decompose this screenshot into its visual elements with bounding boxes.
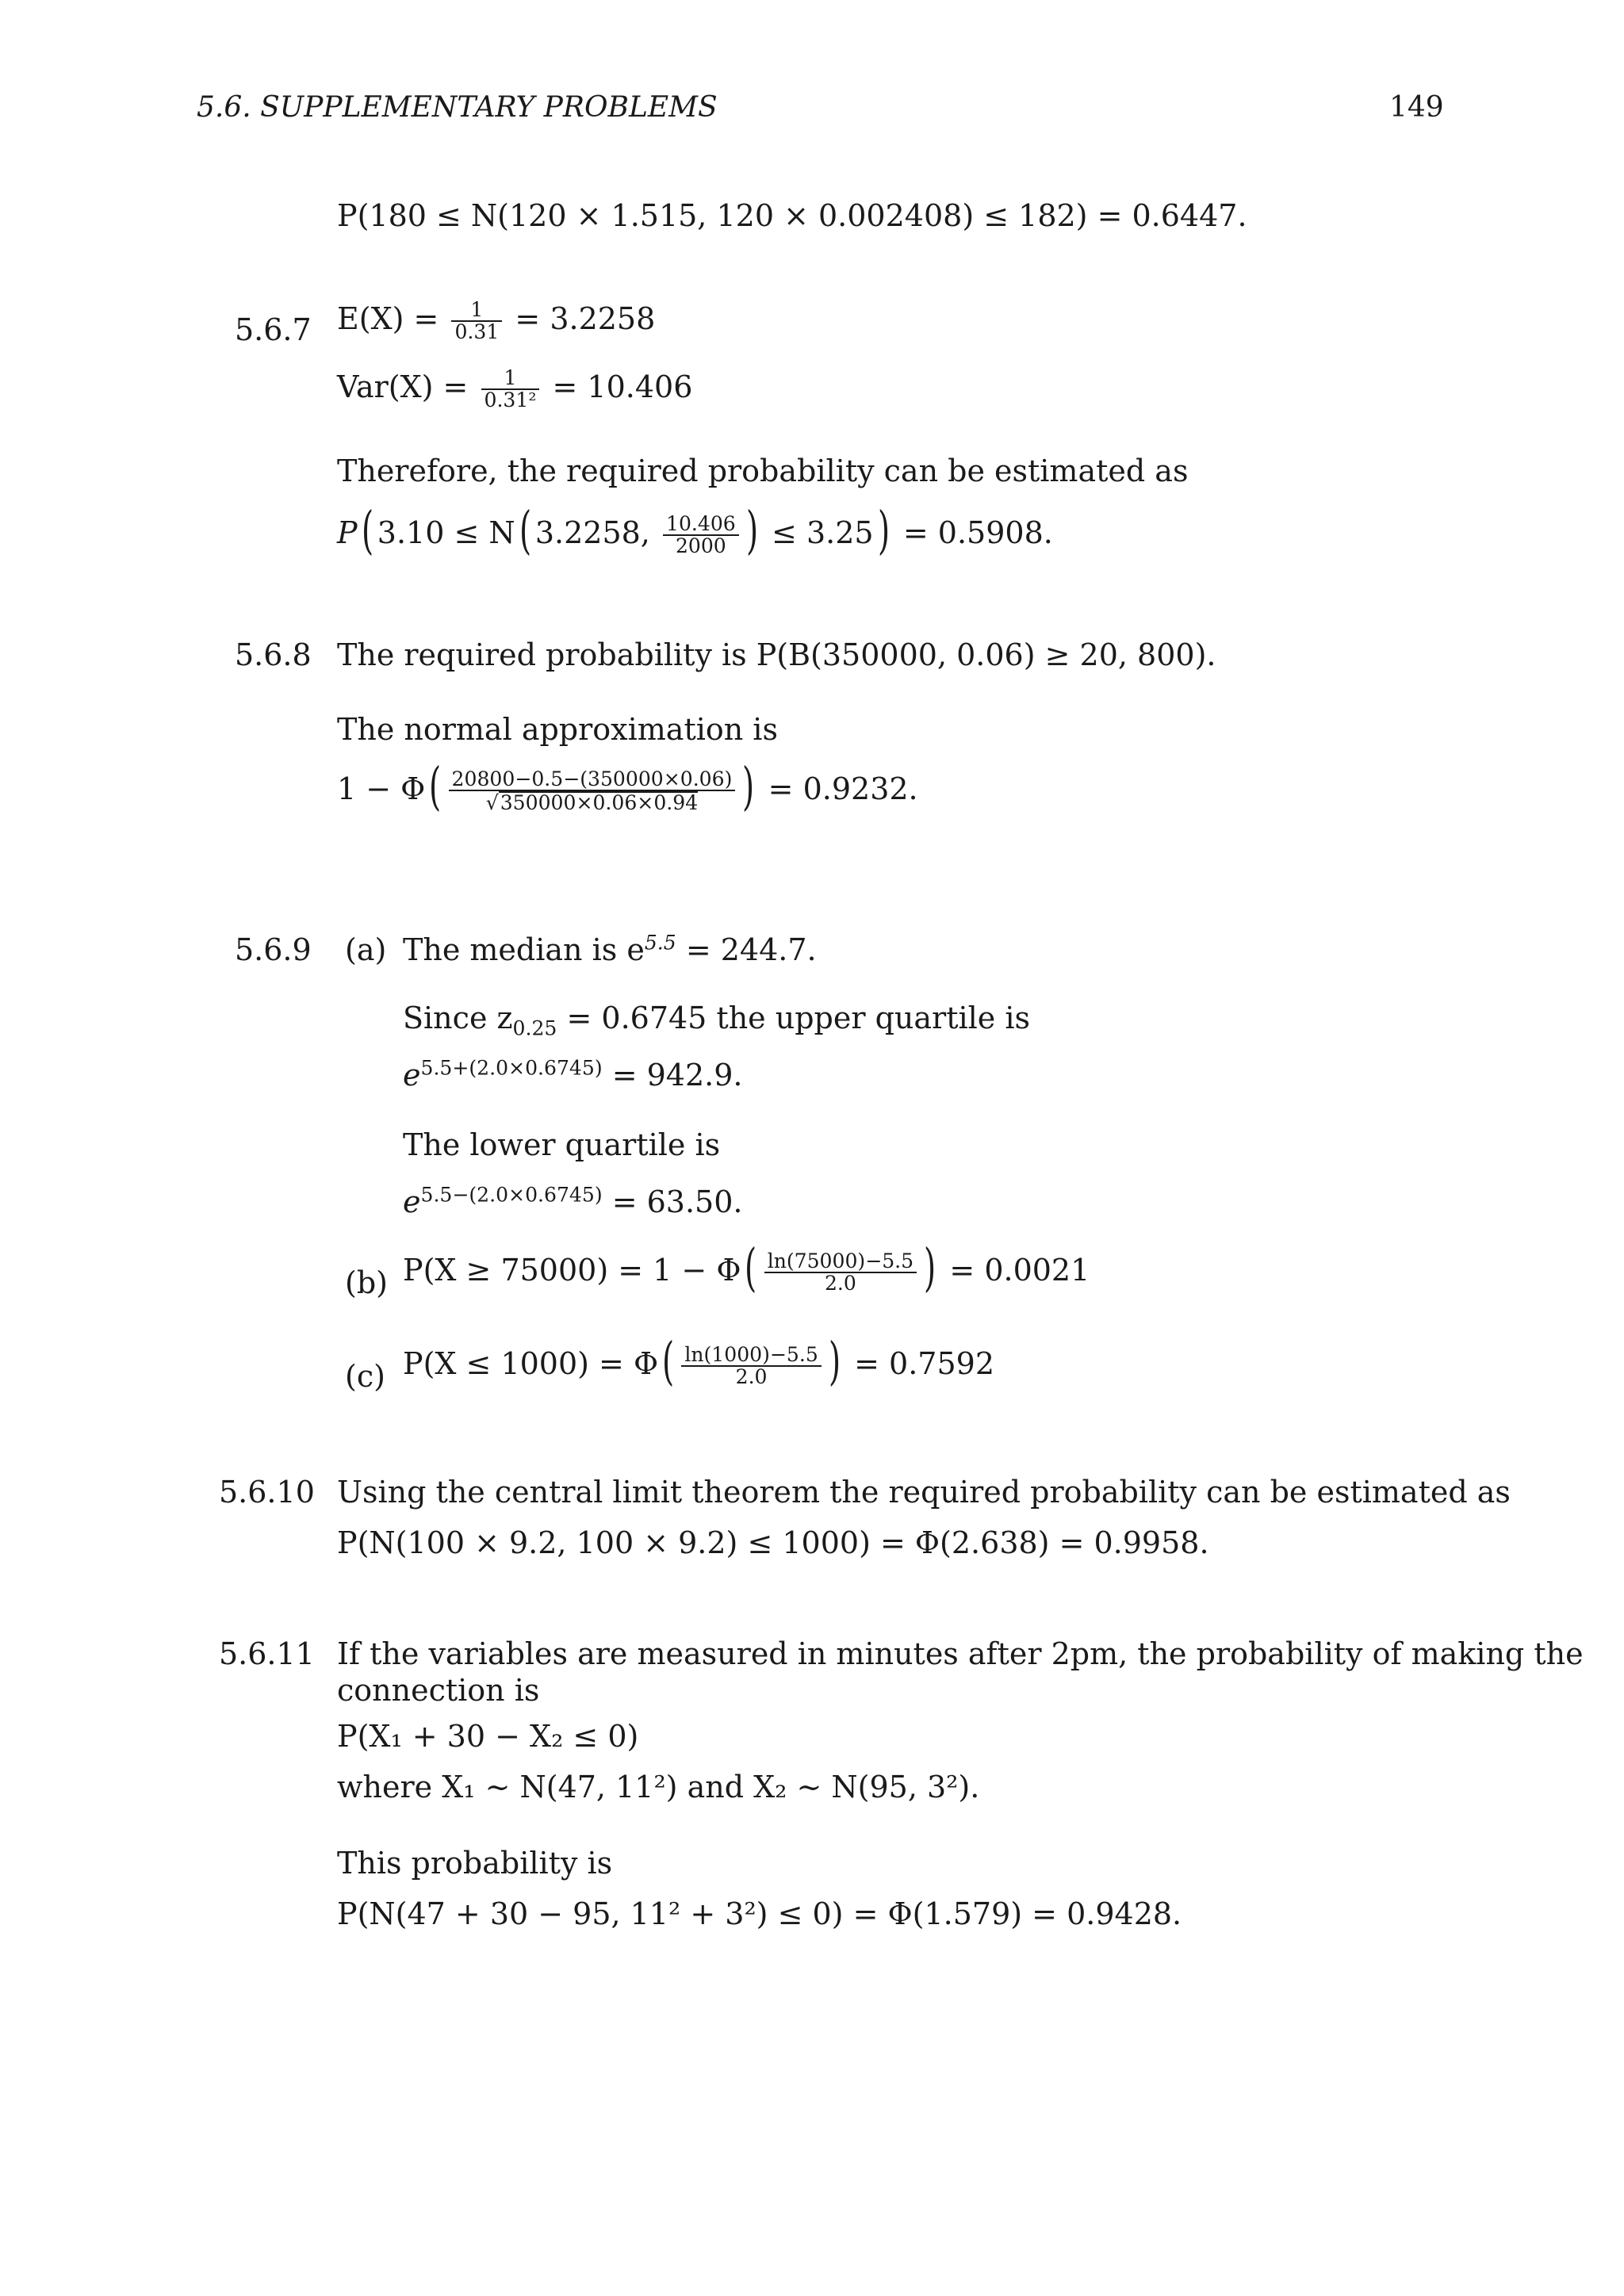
- problem-label-5-6-10: 5.6.10: [219, 1475, 315, 1510]
- p-symbol: P: [337, 515, 358, 550]
- ex-lhs: E(X) =: [337, 300, 439, 336]
- approx-denominator: √350000×0.06×0.94: [485, 791, 699, 815]
- z-rest: = 0.6745 the upper quartile is: [566, 1001, 1031, 1035]
- p-result: = 0.5908.: [902, 515, 1053, 550]
- variance-equation: [337, 368, 692, 411]
- median-text: The median is e: [403, 932, 645, 967]
- problem-label-5-6-9: 5.6.9: [235, 932, 312, 967]
- part-label-a: (a): [345, 932, 387, 967]
- p-part-d: ≤ 3.25: [772, 515, 874, 550]
- approx-radicand: 350000×0.06×0.94: [500, 791, 699, 815]
- var-fraction: [481, 368, 540, 411]
- problem-label-5-6-8: 5.6.8: [235, 637, 312, 672]
- var-rhs: = 10.406: [552, 369, 693, 404]
- text-5-6-11-line3: P(X₁ + 30 − X₂ ≤ 0): [337, 1719, 639, 1754]
- text-5-6-7: Therefore, the required probability can be estimated as: [337, 453, 1189, 488]
- lower-quartile-text: The lower quartile is: [403, 1127, 721, 1162]
- ex-rhs: = 3.2258: [515, 300, 656, 336]
- lower-result: = 63.50.: [611, 1184, 743, 1219]
- ex-fraction: [451, 300, 502, 343]
- problem-label-5-6-7: 5.6.7: [235, 312, 312, 347]
- text-5-6-11-line2: connection is: [337, 1673, 540, 1708]
- text-5-6-8-line2: The normal approximation is: [337, 712, 778, 747]
- text-5-6-11-line5: This probability is: [337, 1846, 613, 1881]
- lower-quartile-equation: [403, 1184, 743, 1221]
- lower-exponent: 5.5−(2.0×0.6745): [420, 1183, 603, 1207]
- approx-fraction: [449, 769, 736, 814]
- upper-result: = 942.9.: [611, 1058, 743, 1093]
- problem-label-5-6-11: 5.6.11: [219, 1636, 315, 1671]
- approx-result: = 0.9232.: [768, 771, 918, 806]
- upper-exponent: 5.5+(2.0×0.6745): [420, 1056, 603, 1080]
- paren-close: ): [742, 757, 755, 817]
- upper-quartile-equation: [403, 1058, 743, 1094]
- expectation-equation: [337, 300, 655, 343]
- e-symbol: e: [403, 1058, 421, 1093]
- approx-lhs: 1 − Φ: [337, 771, 426, 806]
- z-subscript: 0.25: [512, 1016, 557, 1040]
- paren-close-2: ): [745, 501, 758, 561]
- text-5-6-11-line6: P(N(47 + 30 − 95, 11² + 3²) ≤ 0) = Φ(1.579) = 0.9428.: [337, 1896, 1182, 1931]
- paren-open: (: [662, 1332, 675, 1392]
- c-result: = 0.7592: [854, 1345, 994, 1381]
- text-5-6-10-line2: P(N(100 × 9.2, 100 × 9.2) ≤ 1000) = Φ(2.638) = 0.9958.: [337, 1525, 1209, 1560]
- e-symbol: e: [403, 1184, 421, 1219]
- var-numerator: 1: [481, 368, 540, 390]
- p-numerator: 10.406: [663, 514, 739, 536]
- z-text: Since z: [403, 1001, 513, 1035]
- page-number: 149: [1389, 91, 1444, 124]
- median-line: [403, 932, 817, 969]
- c-denominator: 2.0: [735, 1365, 768, 1389]
- var-denominator: 0.31²: [484, 388, 537, 412]
- upper-quartile-text: [403, 1001, 1031, 1040]
- text-5-6-11-line4: where X₁ ∼ N(47, 11²) and X₂ ∼ N(95, 3²).: [337, 1770, 980, 1804]
- paren-open: (: [361, 501, 373, 561]
- b-lhs: P(X ≥ 75000) = 1 − Φ: [403, 1252, 741, 1288]
- paren-close: ): [924, 1238, 936, 1299]
- p-part-b: 3.10 ≤ N: [377, 515, 515, 550]
- b-numerator: ln(75000)−5.5: [764, 1251, 917, 1273]
- b-result: = 0.0021: [949, 1252, 1090, 1288]
- paren-open-2: (: [519, 501, 531, 561]
- approx-numerator: 20800−0.5−(350000×0.06): [449, 769, 736, 791]
- c-numerator: ln(1000)−5.5: [681, 1345, 821, 1367]
- paren-open: (: [745, 1238, 757, 1299]
- p-fraction: [663, 514, 739, 557]
- normal-approx-equation: [337, 757, 918, 817]
- var-lhs: Var(X) =: [337, 369, 469, 404]
- paren-close: ): [877, 501, 890, 561]
- running-header: 5.6. SUPPLEMENTARY PROBLEMS: [197, 91, 718, 124]
- ex-denominator: 0.31: [454, 320, 500, 344]
- p-part-c: 3.2258,: [534, 515, 650, 550]
- part-label-c: (c): [345, 1359, 385, 1394]
- carry-equation: P(180 ≤ N(120 × 1.515, 120 × 0.002408) ≤ 182) = 0.6447.: [337, 198, 1247, 233]
- text-5-6-11-line1: If the variables are measured in minutes after 2pm, the probability of making the: [337, 1636, 1584, 1671]
- text-5-6-10-line1: Using the central limit theorem the required probability can be estimated as: [337, 1475, 1511, 1510]
- median-result: = 244.7.: [685, 932, 817, 967]
- p-denominator: 2000: [675, 534, 726, 558]
- paren-close: ): [828, 1332, 841, 1392]
- part-label-b: (b): [345, 1265, 388, 1300]
- c-fraction: [681, 1345, 821, 1388]
- part-b-equation: [403, 1238, 1090, 1299]
- part-c-equation: [403, 1332, 994, 1392]
- median-exponent: 5.5: [644, 931, 676, 955]
- b-fraction: [764, 1251, 917, 1295]
- c-lhs: P(X ≤ 1000) = Φ: [403, 1345, 659, 1381]
- paren-open: (: [429, 757, 442, 817]
- text-5-6-8-line1: The required probability is P(B(350000, 0.06) ≥ 20, 800).: [337, 637, 1216, 672]
- ex-numerator: 1: [451, 300, 502, 322]
- b-denominator: 2.0: [824, 1272, 856, 1295]
- probability-equation-5-6-7: [337, 501, 1053, 561]
